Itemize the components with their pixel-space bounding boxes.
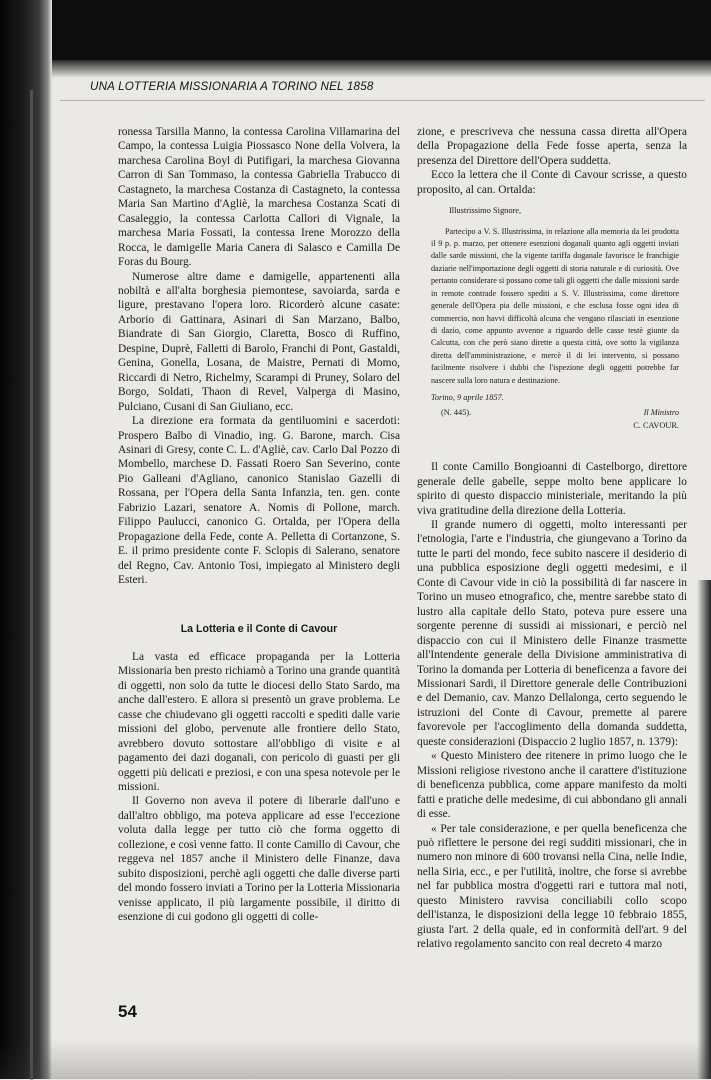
paragraph: Ecco la lettera che il Conte di Cavour scrisse, a questo proposito, al can. Ortalda: <box>417 169 687 196</box>
quoted-letter <box>431 205 679 432</box>
running-head: UNA LOTTERIA MISSIONARIA A TORINO NEL 1858 <box>90 80 374 93</box>
scan-shadow-right <box>697 580 711 1079</box>
letter-ref: (N. 445). <box>441 408 472 418</box>
letter-salutation: Illustrissimo Signore, <box>449 206 522 216</box>
paragraph: Numerose altre dame e damigelle, appartenenti alla nobiltà e all'alta borghesia piemontese, savoiarda, sarda e ligure, prestavano l'opera loro. Ricorderò alcune casate: Arborio di Gattinara, Asinari di San Marzano, Balbo, Biandrate di San Giorgio, Claretta, Bosco di Ruffino, Despine, Duprè, Falletti di Barolo, Franchi di Pont, Gastaldi, Genina, Gonella, Losana, de Maistre, Pernati di Momo, Riccardi di Netro, Richelmy, Scarampi di Pruney, Solaro del Borgo, Soldati, Thaon di Revel, Valperga di Masino, Pulciano, Cusani di San Giuliano, ecc. <box>118 270 400 413</box>
scan-shadow-bottom <box>0 1039 711 1079</box>
letter-signature-row <box>431 407 679 432</box>
paragraph: ronessa Tarsilla Manno, la contessa Carolina Villamarina del Campo, la contessa Luigia Piossasco None della Volvera, la marchesa Carolina Boyl di Putifigari, la marchesa Giovanna Carron di San Tommaso, la contessa Gabriella Trabucco di Castagneto, la marchesa Costanza di Castagneto, la contessa Maria San Martino d'Agliè, la marchesa Costanza Scati di Casaleggio, la contessa Carlotta Callori di Vignale, la marchesa Maria Fossati, la contessa Irene Morozzo della Rocca, le damigelle Maria Canera di Salasco e Camilla De Foras du Bourg. <box>118 126 400 269</box>
letter-signer-name: C. CAVOUR. <box>633 420 679 430</box>
right-column <box>417 125 687 952</box>
paragraph: Il conte Camillo Bongioanni di Castelborgo, direttore generale delle gabelle, seppe molto bene applicare lo spirito di questo dispaccio ministeriale, meritando la più viva gratitudine della direzione della Lotteria. <box>417 461 687 517</box>
paragraph: zione, e prescriveva che nessuna cassa diretta all'Opera della Propagazione della Fede fosse aperta, senza la presenza del Direttore dell'Opera suddetta. <box>417 126 687 167</box>
letter-date-row <box>431 392 679 404</box>
letter-signer-title: Il Ministro <box>643 408 679 418</box>
paragraph: La vasta ed efficace propaganda per la Lotteria Missionaria ben presto richiamò a Torino una grande quantità di oggetti, non solo da tutte le diocesi dello Stato Sardo, ma anche dall'estero. E allora si presentò un grave problema. Le casse che chiudevano gli oggetti raccolti e spediti dalle varie missioni del globo, pervenute alle frontiere dello Stato, avrebbero dovuto sottostare all'obbligo di visite e al pagamento dei dazi doganali, con pericolo di guasti per gli oggetti più delicati e preziosi, e con una spesa notevole per le missioni. <box>118 650 400 794</box>
letter-signer <box>633 407 679 432</box>
scan-shadow-gutter <box>0 0 52 1079</box>
left-column <box>118 125 400 925</box>
paragraph: La direzione era formata da gentiluomini e sacerdoti: Prospero Balbo di Vinadio, ing. G. Barone, march. Cisa Asinari di Gresy, conte C. L. d'Agliè, cav. Carlo Dal Pozzo di Mombello, marchese D. Fassati Roero San Severino, conte Pio Galleani d'Agliano, canonico Stanislao Gazelli di Rossana, per l'Opera della Santa Infanzia, ten. gen. conte Fabrizio Lazari, senatore A. Nomis di Pollone, march. Filippo Paulucci, canonico G. Ortalda, per l'Opera della Propagazione della Fede, conte A. Pelletta di Cortanzone, S. E. il primo presidente conte F. Sclopis di Salerano, senatore del Regno, Cav. Antonio Tosi, impiegato al Ministero degli Esteri. <box>118 415 400 587</box>
scan-shadow-top <box>0 0 711 68</box>
letter-body: Partecipo a V. S. Illustrissima, in relazione alla memoria da lei prodotta il 9 p. p. marzo, per ottenere esenzioni doganali quanto agli oggetti inviati dalle sarde missioni, che la vigente tariffa doganale favorisce le franchigie daziarie nell'importazione degli oggetti di storia naturale e di curiosità. Ove pertanto considerare si possano come tali gli oggetti che dalle missioni sarde in remote contrade fossero spediti a S. V. Illustrissima, come direttore generale dell'Opera pia delle missioni, e che esclusa fosse ogni idea di commercio, non havvi difficoltà alcuna che vengano rilasciati in esenzione di dazio, come appunto avvenne a riguardo delle casse testè giunte da Calcutta, con che però siano dirette a questa città, ove sotto la vigilanza diretta dell'amministrazione, e mercè il di lei intervento, si possano facilmente risolvere i dubbi che l'ispezione degli oggetti potrebbe far nascere sulla loro natura e destinazione. <box>431 226 679 385</box>
page-number: 54 <box>118 1002 137 1021</box>
scan-shadow-top-fade <box>0 60 711 78</box>
section-title: La Lotteria e il Conte di Cavour <box>180 622 338 635</box>
paragraph: « Questo Ministero dee ritenere in primo luogo che le Missioni religiose rivestono anche il carattere d'istituzione di beneficenza pubblica, come appare manifesto da molti fatti e pratiche delle medesime, di cui abbondano gli annali di esse. <box>417 750 687 821</box>
paragraph: « Per tale considerazione, e per quella beneficenza che può riflettere le persone dei regi sudditi missionari, che in numero non minore di 600 trovansi nella Cina, nelle Indie, nella Siria, ecc., e per l'utilità, inoltre, che forse si avrebbe nel far pubblica mostra d'oggetti rari e tuttora mal noti, questo Ministero ravvisa conciliabili collo scopo dell'istanza, le disposizioni della legge 10 febbraio 1855, giusta l'art. 2 della quale, ed in conformità dell'art. 9 del relativo regolamento sancito con real decreto 4 marzo <box>417 822 687 951</box>
letter-date: Torino, 9 aprile 1857. <box>431 392 504 402</box>
paragraph: Il grande numero di oggetti, molto interessanti per l'etnologia, l'arte e l'industria, che giungevano a Torino da tutte le parti del mondo, fece subito nascere il desiderio di una pubblica esposizione degli oggetti medesimi, e il Conte di Cavour vide in ciò la possibilità di far nascere in Torino un museo etnografico, che, mentre sarebbe stato di lustro alla capitale dello Stato, poteva pure essere una sorgente perenne di sussidi ai missionari, e perciò nel dispaccio con cui il Ministero delle Finanze trasmette all'Intendente generale della Divisione amministrativa di Torino la domanda per Lotteria di beneficenza a favore dei Missionari Sardi, il Direttore generale delle Contribuzioni e del Demanio, cav. Manzo Dellalonga, certo seguendo le istruzioni del Conte di Cavour, premette al parere favorevole per l'accoglimento della domanda suddetta, queste considerazioni (Dispaccio 2 luglio 1857, n. 1379): <box>417 518 687 748</box>
scan-gutter-line <box>30 90 33 1080</box>
paragraph: Il Governo non aveva il potere di liberarle dall'uno e dall'altro obbligo, ma poteva applicare ad esse l'eccezione voluta dalla legge per tutto ciò che forma oggetto di collezione, e così venne fatto. Il conte Camillo di Cavour, che reggeva nel 1857 anche il Ministero delle Finanze, dava subito disposizioni, perchè agli oggetti che dalle diverse parti del mondo fossero inviati a Torino per la Lotteria Missionaria venisse applicato, il più largamente possibile, il diritto di esenzione di cui godono gli oggetti di colle- <box>118 795 400 924</box>
running-head-rule <box>60 100 705 101</box>
